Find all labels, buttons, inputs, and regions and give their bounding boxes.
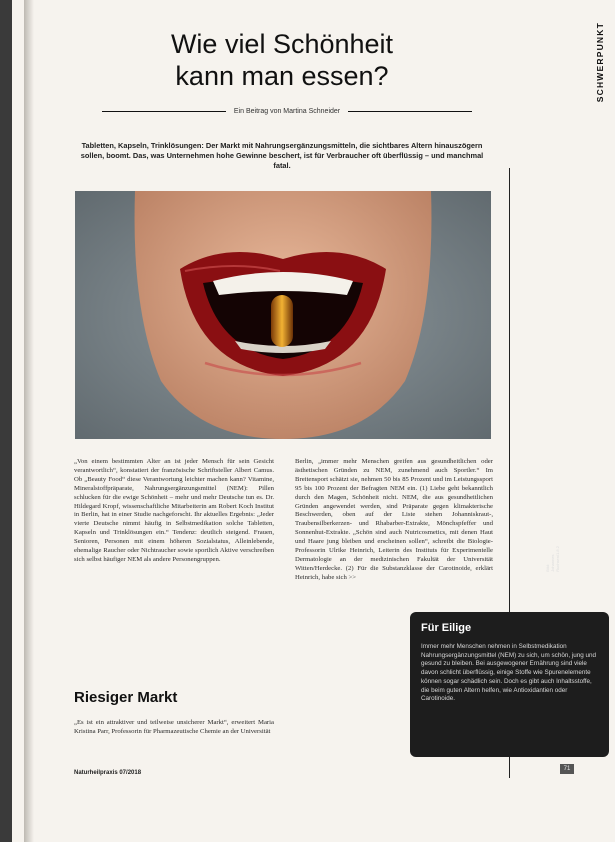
section-label: SCHWERPUNKT	[595, 22, 605, 103]
body-paragraph-2: „Es ist ein attraktiver und teilweise unsicherer Markt“, erweitert Maria Kristina Parr, Professorin für Pharmazeutische Chemie an der Universität	[74, 719, 274, 735]
byline-rule-left	[102, 111, 226, 113]
summary-box-title: Für Eilige	[421, 622, 472, 634]
title-line-2: kann man essen?	[175, 61, 389, 91]
body-column-1-continued	[74, 719, 274, 737]
page-gutter-shadow	[24, 0, 34, 842]
article-title	[72, 28, 492, 92]
summary-box-text: Immer mehr Menschen nehmen in Selbstmedikation Nahrungsergänzungsmittel (NEM) zu sich, um schön, jung und gesund zu bleiben. Bei ausgewogener Ernährung sind viele davon schlicht überflüssig, einige Stoffe wie Spurenelemente können sogar schädlich sein. Doch es gibt auch Inhaltsstoffe, die beim guten Altern helfen, wie Antioxidantien oder Carotinoide.	[421, 643, 596, 703]
summary-box	[410, 612, 609, 757]
body-paragraph-3: Berlin, „immer mehr Menschen greifen aus gesundheitlichen oder ästhetischen Gründen zu NEM, zunehmend auch Sportler.“ Im Breitensport schätzt sie, nehmen 50 bis 85 Prozent und im Leistungssport 95 bis 100 Prozent der Befragten NEM ein. (1) Liebe geht bekanntlich durch den Magen, Schönheit nicht. NEM, die aus gesundheitlichen Gründen angewendet werden, sind Präparate gegen klimakterische Beschwerden, oben auf der Liste stehen Johanniskraut-, Traubensilberkerzen- und Rhabarber-Extrakte, Mönchspfeffer und Sonnenhut-Extrakte. „Schön sind auch Nutricosmetics, mit denen Haut und Haare jung bleiben und erscheinen sollen“, schreibt die Biologie-Professorin Ulrike Heinrich, Leiterin des Instituts für Experimentelle Dermatologie an der medizinischen Fakultät der Universität Witten/Herdecke. (2) Für die Substanzklasse der Carotinoide, erklärt Heinrich, habe sich >>	[295, 458, 493, 581]
byline-rule-right	[348, 111, 472, 113]
magazine-page	[12, 0, 615, 842]
footer-publication: Naturheilpraxis 07/2018	[74, 770, 142, 776]
page-number: 71	[560, 764, 574, 774]
mouth-with-capsule-image	[75, 191, 491, 439]
subheading: Riesiger Markt	[74, 689, 178, 706]
body-column-2	[295, 458, 493, 583]
lead-paragraph: Tabletten, Kapseln, Trinklösungen: Der Markt mit Nahrungsergänzungsmitteln, die sichtbares Altern hinauszögern sollen, boomt. Das, was Unternehmen hohe Gewinne beschert, ist für Verbraucher oft überflüssig – und manchmal fatal.	[80, 141, 484, 170]
body-paragraph-1: „Von einem bestimmten Alter an ist jeder Mensch für sein Gesicht verantwortlich“, konstatiert der französische Schriftsteller Albert Camus. Ob „Beauty Food“ diese Verantwortung leichter machen kann? Vitamine, Mineralstoffpräparate, Nahrungsergänzungsmittel (NEM): Pillen schlucken für die ewige Schönheit – mehr und mehr Deutsche tun es. Dr. Hildegard Kropf, wissenschaftliche Mitarbeiterin am Robert Koch Institut in Berlin, hat in einer Studie nachgeforscht. Ihr aktuelles Ergebnis: „Jeder vierte Deutsche nimmt häufig in Selbstmedikation solche Tabletten, Kapseln und Trinklösungen ein.“ Tendenz: deutlich steigend. Frauen, Senioren, Personen mit einem höheren Sozialstatus, Alleinlebende, ehemalige Raucher oder Nichtraucher sowie sportlich Aktive verschreiben sich selbst häufiger NEM als andere Personengruppen.	[74, 458, 274, 563]
body-column-1	[74, 458, 274, 565]
byline-text: Ein Beitrag von Martina Schneider	[233, 108, 341, 115]
title-line-1: Wie viel Schönheit	[170, 29, 394, 59]
photo-credit: Bild: Johannes Ruchsen/1.8.2	[545, 546, 560, 572]
byline	[102, 108, 472, 115]
